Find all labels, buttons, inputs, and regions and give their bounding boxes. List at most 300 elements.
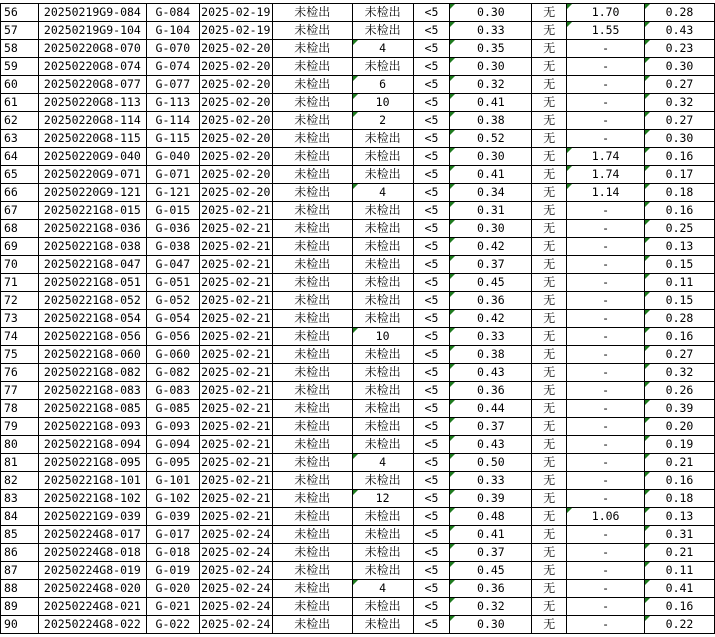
result-b-cell[interactable]: 未检出 [352, 166, 413, 184]
result-e-cell[interactable]: 无 [532, 40, 567, 58]
value-d-cell[interactable]: 0.32 [450, 76, 532, 94]
date-cell[interactable]: 2025-02-21 [199, 364, 272, 382]
result-b-cell[interactable]: 未检出 [352, 436, 413, 454]
date-cell[interactable]: 2025-02-20 [199, 184, 272, 202]
result-c-cell[interactable]: <5 [413, 256, 450, 274]
result-e-cell[interactable]: 无 [532, 238, 567, 256]
value-f-cell[interactable]: - [567, 400, 645, 418]
value-f-cell[interactable]: - [567, 310, 645, 328]
sample-code-cell[interactable]: G-038 [146, 238, 199, 256]
sample-code-cell[interactable]: G-104 [146, 22, 199, 40]
value-f-cell[interactable]: - [567, 274, 645, 292]
sample-id-cell[interactable]: 20250221G8-015 [38, 202, 146, 220]
value-g-cell[interactable]: 0.28 [645, 4, 715, 22]
value-f-cell[interactable]: - [567, 382, 645, 400]
sample-code-cell[interactable]: G-051 [146, 274, 199, 292]
result-a-cell[interactable]: 未检出 [272, 400, 352, 418]
result-c-cell[interactable]: <5 [413, 76, 450, 94]
sample-id-cell[interactable]: 20250220G8-113 [38, 94, 146, 112]
result-b-cell[interactable]: 未检出 [352, 4, 413, 22]
value-f-cell[interactable]: - [567, 76, 645, 94]
sample-id-cell[interactable]: 20250224G8-021 [38, 598, 146, 616]
result-b-cell[interactable]: 未检出 [352, 526, 413, 544]
value-f-cell[interactable]: 1.14 [567, 184, 645, 202]
sample-id-cell[interactable]: 20250219G9-084 [38, 4, 146, 22]
value-g-cell[interactable]: 0.39 [645, 400, 715, 418]
sample-code-cell[interactable]: G-115 [146, 130, 199, 148]
result-a-cell[interactable]: 未检出 [272, 256, 352, 274]
result-a-cell[interactable]: 未检出 [272, 616, 352, 634]
result-c-cell[interactable]: <5 [413, 562, 450, 580]
row-number-cell[interactable]: 71 [1, 274, 39, 292]
sample-code-cell[interactable]: G-020 [146, 580, 199, 598]
result-b-cell[interactable]: 未检出 [352, 382, 413, 400]
sample-id-cell[interactable]: 20250221G9-039 [38, 508, 146, 526]
value-d-cell[interactable]: 0.34 [450, 184, 532, 202]
row-number-cell[interactable]: 79 [1, 418, 39, 436]
result-e-cell[interactable]: 无 [532, 562, 567, 580]
result-b-cell[interactable]: 6 [352, 76, 413, 94]
result-c-cell[interactable]: <5 [413, 454, 450, 472]
date-cell[interactable]: 2025-02-24 [199, 562, 272, 580]
value-d-cell[interactable]: 0.43 [450, 436, 532, 454]
result-c-cell[interactable]: <5 [413, 472, 450, 490]
date-cell[interactable]: 2025-02-21 [199, 274, 272, 292]
result-a-cell[interactable]: 未检出 [272, 508, 352, 526]
value-d-cell[interactable]: 0.36 [450, 382, 532, 400]
row-number-cell[interactable]: 82 [1, 472, 39, 490]
result-b-cell[interactable]: 未检出 [352, 274, 413, 292]
sample-code-cell[interactable]: G-113 [146, 94, 199, 112]
result-b-cell[interactable]: 未检出 [352, 346, 413, 364]
row-number-cell[interactable]: 80 [1, 436, 39, 454]
result-a-cell[interactable]: 未检出 [272, 184, 352, 202]
sample-code-cell[interactable]: G-054 [146, 310, 199, 328]
row-number-cell[interactable]: 77 [1, 382, 39, 400]
value-g-cell[interactable]: 0.13 [645, 238, 715, 256]
result-c-cell[interactable]: <5 [413, 22, 450, 40]
value-f-cell[interactable]: - [567, 58, 645, 76]
value-g-cell[interactable]: 0.20 [645, 418, 715, 436]
result-c-cell[interactable]: <5 [413, 346, 450, 364]
sample-code-cell[interactable]: G-077 [146, 76, 199, 94]
value-g-cell[interactable]: 0.16 [645, 202, 715, 220]
result-e-cell[interactable]: 无 [532, 400, 567, 418]
row-number-cell[interactable]: 73 [1, 310, 39, 328]
value-f-cell[interactable]: - [567, 328, 645, 346]
value-g-cell[interactable]: 0.23 [645, 40, 715, 58]
value-d-cell[interactable]: 0.30 [450, 4, 532, 22]
sample-code-cell[interactable]: G-047 [146, 256, 199, 274]
value-d-cell[interactable]: 0.33 [450, 472, 532, 490]
value-g-cell[interactable]: 0.27 [645, 112, 715, 130]
result-b-cell[interactable]: 未检出 [352, 598, 413, 616]
value-d-cell[interactable]: 0.37 [450, 418, 532, 436]
value-f-cell[interactable]: - [567, 526, 645, 544]
sample-code-cell[interactable]: G-074 [146, 58, 199, 76]
value-f-cell[interactable]: - [567, 544, 645, 562]
result-e-cell[interactable]: 无 [532, 202, 567, 220]
value-g-cell[interactable]: 0.13 [645, 508, 715, 526]
sample-id-cell[interactable]: 20250221G8-036 [38, 220, 146, 238]
value-g-cell[interactable]: 0.25 [645, 220, 715, 238]
value-d-cell[interactable]: 0.32 [450, 598, 532, 616]
result-e-cell[interactable]: 无 [532, 616, 567, 634]
row-number-cell[interactable]: 90 [1, 616, 39, 634]
date-cell[interactable]: 2025-02-21 [199, 292, 272, 310]
row-number-cell[interactable]: 61 [1, 94, 39, 112]
date-cell[interactable]: 2025-02-21 [199, 346, 272, 364]
result-b-cell[interactable]: 未检出 [352, 310, 413, 328]
row-number-cell[interactable]: 89 [1, 598, 39, 616]
date-cell[interactable]: 2025-02-20 [199, 166, 272, 184]
sample-code-cell[interactable]: G-082 [146, 364, 199, 382]
result-c-cell[interactable]: <5 [413, 130, 450, 148]
result-a-cell[interactable]: 未检出 [272, 40, 352, 58]
result-c-cell[interactable]: <5 [413, 310, 450, 328]
sample-id-cell[interactable]: 20250221G8-102 [38, 490, 146, 508]
row-number-cell[interactable]: 72 [1, 292, 39, 310]
result-e-cell[interactable]: 无 [532, 310, 567, 328]
result-e-cell[interactable]: 无 [532, 544, 567, 562]
row-number-cell[interactable]: 63 [1, 130, 39, 148]
sample-id-cell[interactable]: 20250220G9-040 [38, 148, 146, 166]
result-a-cell[interactable]: 未检出 [272, 58, 352, 76]
result-c-cell[interactable]: <5 [413, 274, 450, 292]
value-g-cell[interactable]: 0.17 [645, 166, 715, 184]
value-g-cell[interactable]: 0.27 [645, 76, 715, 94]
result-b-cell[interactable]: 10 [352, 328, 413, 346]
sample-id-cell[interactable]: 20250221G8-052 [38, 292, 146, 310]
result-b-cell[interactable]: 未检出 [352, 58, 413, 76]
result-b-cell[interactable]: 未检出 [352, 544, 413, 562]
result-c-cell[interactable]: <5 [413, 616, 450, 634]
value-f-cell[interactable]: - [567, 598, 645, 616]
result-c-cell[interactable]: <5 [413, 58, 450, 76]
date-cell[interactable]: 2025-02-21 [199, 490, 272, 508]
value-g-cell[interactable]: 0.18 [645, 184, 715, 202]
value-f-cell[interactable]: - [567, 292, 645, 310]
sample-id-cell[interactable]: 20250221G8-095 [38, 454, 146, 472]
value-d-cell[interactable]: 0.33 [450, 328, 532, 346]
value-d-cell[interactable]: 0.31 [450, 202, 532, 220]
sample-id-cell[interactable]: 20250220G8-077 [38, 76, 146, 94]
result-a-cell[interactable]: 未检出 [272, 544, 352, 562]
result-a-cell[interactable]: 未检出 [272, 4, 352, 22]
value-f-cell[interactable]: 1.06 [567, 508, 645, 526]
sample-id-cell[interactable]: 20250221G8-038 [38, 238, 146, 256]
result-e-cell[interactable]: 无 [532, 346, 567, 364]
sample-code-cell[interactable]: G-018 [146, 544, 199, 562]
date-cell[interactable]: 2025-02-21 [199, 328, 272, 346]
sample-id-cell[interactable]: 20250224G8-017 [38, 526, 146, 544]
value-f-cell[interactable]: - [567, 616, 645, 634]
row-number-cell[interactable]: 62 [1, 112, 39, 130]
value-g-cell[interactable]: 0.27 [645, 346, 715, 364]
result-e-cell[interactable]: 无 [532, 274, 567, 292]
result-e-cell[interactable]: 无 [532, 454, 567, 472]
value-g-cell[interactable]: 0.30 [645, 58, 715, 76]
value-f-cell[interactable]: - [567, 418, 645, 436]
result-a-cell[interactable]: 未检出 [272, 94, 352, 112]
sample-id-cell[interactable]: 20250221G8-101 [38, 472, 146, 490]
value-f-cell[interactable]: - [567, 454, 645, 472]
sample-id-cell[interactable]: 20250221G8-093 [38, 418, 146, 436]
value-d-cell[interactable]: 0.33 [450, 22, 532, 40]
result-e-cell[interactable]: 无 [532, 598, 567, 616]
value-f-cell[interactable]: - [567, 94, 645, 112]
value-g-cell[interactable]: 0.16 [645, 148, 715, 166]
sample-id-cell[interactable]: 20250221G8-094 [38, 436, 146, 454]
row-number-cell[interactable]: 84 [1, 508, 39, 526]
sample-id-cell[interactable]: 20250221G8-051 [38, 274, 146, 292]
result-a-cell[interactable]: 未检出 [272, 76, 352, 94]
sample-id-cell[interactable]: 20250221G8-060 [38, 346, 146, 364]
sample-code-cell[interactable]: G-052 [146, 292, 199, 310]
row-number-cell[interactable]: 87 [1, 562, 39, 580]
result-b-cell[interactable]: 未检出 [352, 616, 413, 634]
result-e-cell[interactable]: 无 [532, 490, 567, 508]
sample-code-cell[interactable]: G-017 [146, 526, 199, 544]
row-number-cell[interactable]: 57 [1, 22, 39, 40]
result-e-cell[interactable]: 无 [532, 328, 567, 346]
date-cell[interactable]: 2025-02-21 [199, 418, 272, 436]
result-b-cell[interactable]: 2 [352, 112, 413, 130]
value-g-cell[interactable]: 0.16 [645, 328, 715, 346]
result-c-cell[interactable]: <5 [413, 526, 450, 544]
row-number-cell[interactable]: 59 [1, 58, 39, 76]
value-g-cell[interactable]: 0.16 [645, 598, 715, 616]
result-c-cell[interactable]: <5 [413, 166, 450, 184]
value-d-cell[interactable]: 0.30 [450, 220, 532, 238]
sample-id-cell[interactable]: 20250224G8-022 [38, 616, 146, 634]
row-number-cell[interactable]: 66 [1, 184, 39, 202]
row-number-cell[interactable]: 85 [1, 526, 39, 544]
value-d-cell[interactable]: 0.41 [450, 166, 532, 184]
result-b-cell[interactable]: 未检出 [352, 400, 413, 418]
result-a-cell[interactable]: 未检出 [272, 112, 352, 130]
date-cell[interactable]: 2025-02-21 [199, 472, 272, 490]
row-number-cell[interactable]: 88 [1, 580, 39, 598]
sample-code-cell[interactable]: G-021 [146, 598, 199, 616]
sample-id-cell[interactable]: 20250221G8-056 [38, 328, 146, 346]
date-cell[interactable]: 2025-02-20 [199, 58, 272, 76]
value-f-cell[interactable]: - [567, 490, 645, 508]
result-e-cell[interactable]: 无 [532, 292, 567, 310]
result-c-cell[interactable]: <5 [413, 4, 450, 22]
result-e-cell[interactable]: 无 [532, 76, 567, 94]
sample-code-cell[interactable]: G-036 [146, 220, 199, 238]
value-f-cell[interactable]: - [567, 364, 645, 382]
result-e-cell[interactable]: 无 [532, 4, 567, 22]
result-a-cell[interactable]: 未检出 [272, 166, 352, 184]
value-g-cell[interactable]: 0.31 [645, 526, 715, 544]
date-cell[interactable]: 2025-02-24 [199, 580, 272, 598]
result-e-cell[interactable]: 无 [532, 526, 567, 544]
date-cell[interactable]: 2025-02-20 [199, 76, 272, 94]
result-e-cell[interactable]: 无 [532, 436, 567, 454]
date-cell[interactable]: 2025-02-21 [199, 508, 272, 526]
result-c-cell[interactable]: <5 [413, 292, 450, 310]
value-g-cell[interactable]: 0.21 [645, 454, 715, 472]
row-number-cell[interactable]: 64 [1, 148, 39, 166]
value-d-cell[interactable]: 0.45 [450, 562, 532, 580]
value-d-cell[interactable]: 0.52 [450, 130, 532, 148]
value-g-cell[interactable]: 0.30 [645, 130, 715, 148]
value-f-cell[interactable]: - [567, 346, 645, 364]
row-number-cell[interactable]: 86 [1, 544, 39, 562]
result-a-cell[interactable]: 未检出 [272, 580, 352, 598]
result-c-cell[interactable]: <5 [413, 436, 450, 454]
result-a-cell[interactable]: 未检出 [272, 436, 352, 454]
value-f-cell[interactable]: 1.55 [567, 22, 645, 40]
sample-id-cell[interactable]: 20250220G9-121 [38, 184, 146, 202]
result-c-cell[interactable]: <5 [413, 418, 450, 436]
value-d-cell[interactable]: 0.41 [450, 526, 532, 544]
result-a-cell[interactable]: 未检出 [272, 220, 352, 238]
result-a-cell[interactable]: 未检出 [272, 274, 352, 292]
sample-code-cell[interactable]: G-095 [146, 454, 199, 472]
date-cell[interactable]: 2025-02-21 [199, 382, 272, 400]
sample-id-cell[interactable]: 20250221G8-054 [38, 310, 146, 328]
value-g-cell[interactable]: 0.43 [645, 22, 715, 40]
sample-id-cell[interactable]: 20250220G8-115 [38, 130, 146, 148]
value-d-cell[interactable]: 0.41 [450, 94, 532, 112]
result-b-cell[interactable]: 未检出 [352, 22, 413, 40]
sample-code-cell[interactable]: G-085 [146, 400, 199, 418]
result-b-cell[interactable]: 4 [352, 454, 413, 472]
date-cell[interactable]: 2025-02-24 [199, 616, 272, 634]
value-d-cell[interactable]: 0.50 [450, 454, 532, 472]
sample-code-cell[interactable]: G-022 [146, 616, 199, 634]
value-g-cell[interactable]: 0.16 [645, 472, 715, 490]
result-c-cell[interactable]: <5 [413, 544, 450, 562]
date-cell[interactable]: 2025-02-19 [199, 4, 272, 22]
date-cell[interactable]: 2025-02-24 [199, 526, 272, 544]
date-cell[interactable]: 2025-02-20 [199, 148, 272, 166]
result-a-cell[interactable]: 未检出 [272, 364, 352, 382]
value-f-cell[interactable]: - [567, 580, 645, 598]
row-number-cell[interactable]: 83 [1, 490, 39, 508]
sample-code-cell[interactable]: G-102 [146, 490, 199, 508]
result-e-cell[interactable]: 无 [532, 256, 567, 274]
value-g-cell[interactable]: 0.28 [645, 310, 715, 328]
result-e-cell[interactable]: 无 [532, 184, 567, 202]
result-c-cell[interactable]: <5 [413, 400, 450, 418]
sample-code-cell[interactable]: G-019 [146, 562, 199, 580]
result-b-cell[interactable]: 未检出 [352, 202, 413, 220]
row-number-cell[interactable]: 58 [1, 40, 39, 58]
value-g-cell[interactable]: 0.41 [645, 580, 715, 598]
value-d-cell[interactable]: 0.42 [450, 238, 532, 256]
value-g-cell[interactable]: 0.26 [645, 382, 715, 400]
result-b-cell[interactable]: 未检出 [352, 364, 413, 382]
value-f-cell[interactable]: - [567, 220, 645, 238]
date-cell[interactable]: 2025-02-20 [199, 130, 272, 148]
sample-code-cell[interactable]: G-015 [146, 202, 199, 220]
date-cell[interactable]: 2025-02-24 [199, 598, 272, 616]
value-g-cell[interactable]: 0.15 [645, 256, 715, 274]
value-d-cell[interactable]: 0.42 [450, 310, 532, 328]
value-f-cell[interactable]: - [567, 202, 645, 220]
result-a-cell[interactable]: 未检出 [272, 382, 352, 400]
result-b-cell[interactable]: 未检出 [352, 508, 413, 526]
result-b-cell[interactable]: 未检出 [352, 292, 413, 310]
result-a-cell[interactable]: 未检出 [272, 328, 352, 346]
sample-code-cell[interactable]: G-094 [146, 436, 199, 454]
value-f-cell[interactable]: - [567, 130, 645, 148]
sample-code-cell[interactable]: G-060 [146, 346, 199, 364]
sample-code-cell[interactable]: G-093 [146, 418, 199, 436]
value-g-cell[interactable]: 0.11 [645, 562, 715, 580]
row-number-cell[interactable]: 56 [1, 4, 39, 22]
sample-id-cell[interactable]: 20250221G8-083 [38, 382, 146, 400]
result-e-cell[interactable]: 无 [532, 508, 567, 526]
result-a-cell[interactable]: 未检出 [272, 130, 352, 148]
result-e-cell[interactable]: 无 [532, 364, 567, 382]
result-a-cell[interactable]: 未检出 [272, 472, 352, 490]
result-e-cell[interactable]: 无 [532, 148, 567, 166]
value-d-cell[interactable]: 0.37 [450, 256, 532, 274]
value-d-cell[interactable]: 0.48 [450, 508, 532, 526]
value-f-cell[interactable]: - [567, 256, 645, 274]
sample-id-cell[interactable]: 20250220G9-071 [38, 166, 146, 184]
result-b-cell[interactable]: 未检出 [352, 130, 413, 148]
sample-code-cell[interactable]: G-040 [146, 148, 199, 166]
sample-code-cell[interactable]: G-071 [146, 166, 199, 184]
result-a-cell[interactable]: 未检出 [272, 418, 352, 436]
value-g-cell[interactable]: 0.32 [645, 364, 715, 382]
result-e-cell[interactable]: 无 [532, 220, 567, 238]
value-f-cell[interactable]: - [567, 562, 645, 580]
value-g-cell[interactable]: 0.22 [645, 616, 715, 634]
row-number-cell[interactable]: 70 [1, 256, 39, 274]
result-b-cell[interactable]: 4 [352, 184, 413, 202]
result-b-cell[interactable]: 未检出 [352, 472, 413, 490]
value-g-cell[interactable]: 0.32 [645, 94, 715, 112]
value-d-cell[interactable]: 0.36 [450, 292, 532, 310]
result-e-cell[interactable]: 无 [532, 580, 567, 598]
sample-code-cell[interactable]: G-056 [146, 328, 199, 346]
row-number-cell[interactable]: 75 [1, 346, 39, 364]
date-cell[interactable]: 2025-02-20 [199, 40, 272, 58]
result-b-cell[interactable]: 未检出 [352, 148, 413, 166]
row-number-cell[interactable]: 67 [1, 202, 39, 220]
result-c-cell[interactable]: <5 [413, 148, 450, 166]
value-f-cell[interactable]: 1.74 [567, 166, 645, 184]
row-number-cell[interactable]: 74 [1, 328, 39, 346]
sample-id-cell[interactable]: 20250219G9-104 [38, 22, 146, 40]
result-a-cell[interactable]: 未检出 [272, 292, 352, 310]
result-a-cell[interactable]: 未检出 [272, 238, 352, 256]
value-d-cell[interactable]: 0.35 [450, 40, 532, 58]
result-a-cell[interactable]: 未检出 [272, 22, 352, 40]
date-cell[interactable]: 2025-02-24 [199, 544, 272, 562]
result-c-cell[interactable]: <5 [413, 94, 450, 112]
row-number-cell[interactable]: 65 [1, 166, 39, 184]
value-d-cell[interactable]: 0.37 [450, 544, 532, 562]
value-g-cell[interactable]: 0.18 [645, 490, 715, 508]
value-d-cell[interactable]: 0.30 [450, 148, 532, 166]
value-d-cell[interactable]: 0.44 [450, 400, 532, 418]
result-c-cell[interactable]: <5 [413, 598, 450, 616]
result-a-cell[interactable]: 未检出 [272, 310, 352, 328]
value-g-cell[interactable]: 0.11 [645, 274, 715, 292]
date-cell[interactable]: 2025-02-21 [199, 202, 272, 220]
result-a-cell[interactable]: 未检出 [272, 202, 352, 220]
date-cell[interactable]: 2025-02-21 [199, 436, 272, 454]
value-d-cell[interactable]: 0.43 [450, 364, 532, 382]
